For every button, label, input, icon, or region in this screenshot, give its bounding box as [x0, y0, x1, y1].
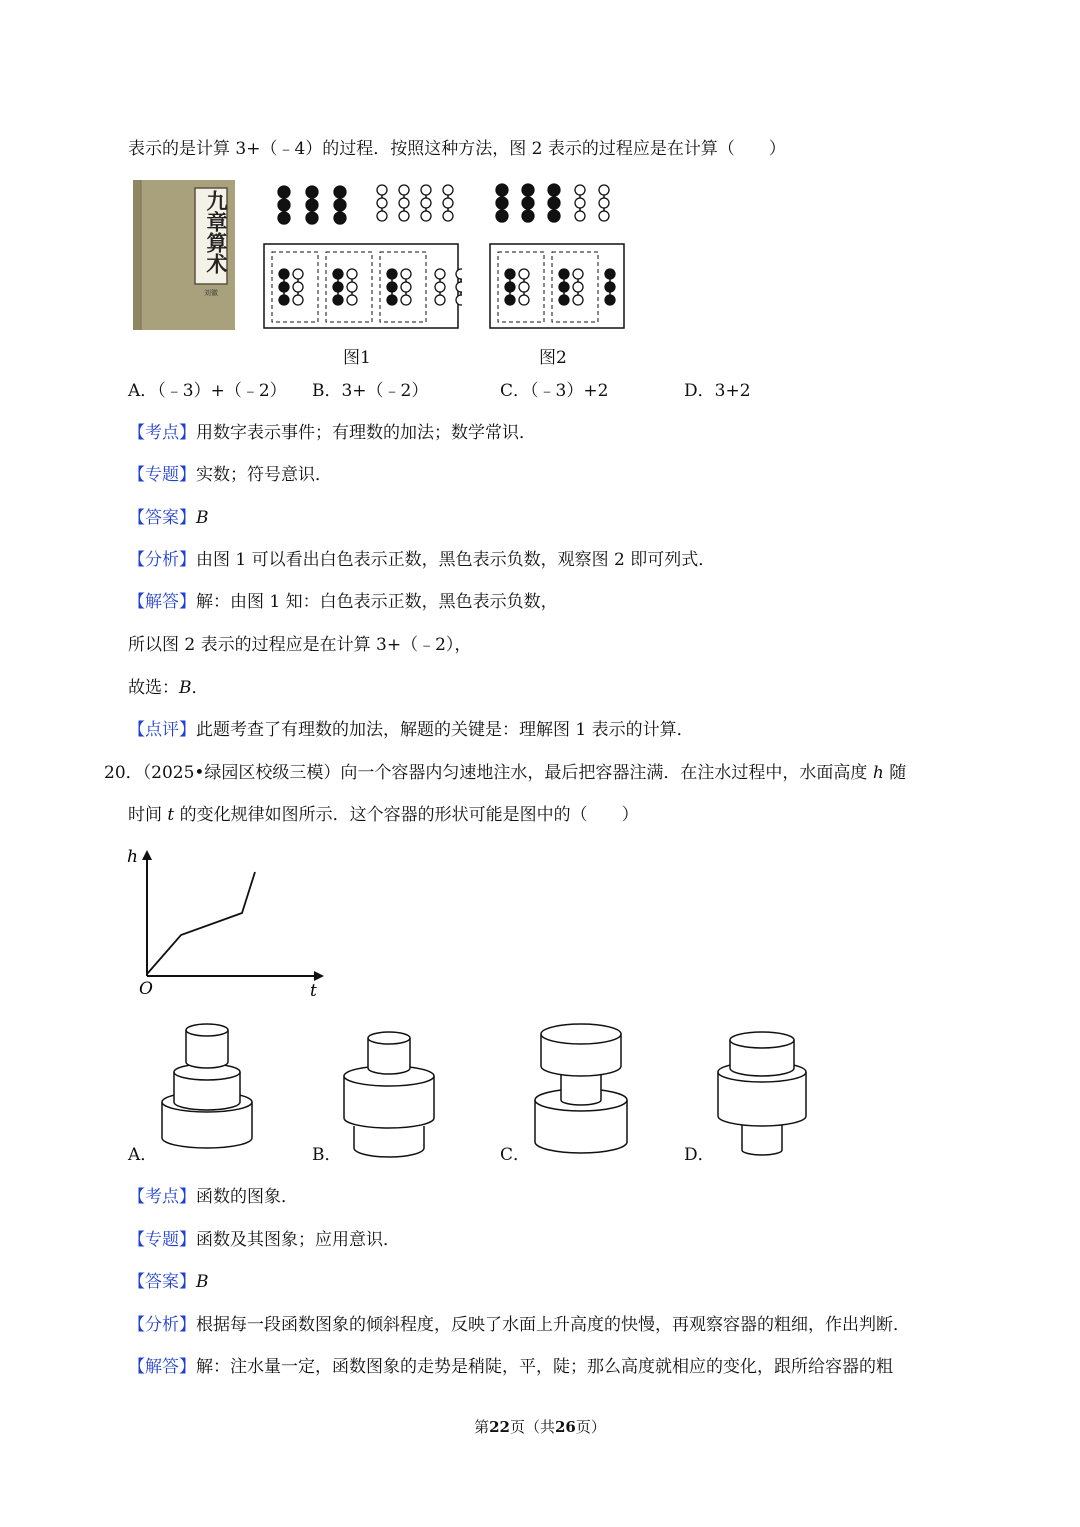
white-rod-bead — [599, 211, 609, 221]
black-rod-bead — [522, 197, 534, 209]
white-rod-bead — [435, 295, 445, 305]
white-rod-bead — [293, 269, 303, 279]
black-rod-bead — [505, 269, 515, 279]
white-rod-bead — [421, 185, 431, 195]
black-rod-bead — [278, 212, 290, 224]
container-b-label: B． — [312, 1145, 342, 1165]
page-footer: 第22页（共26页） — [474, 1418, 606, 1436]
q19-analysis: 【分析】由图 1 可以看出白色表示正数，黑色表示负数，观察图 2 即可列式． — [128, 550, 716, 570]
q20-stem-line1: 20．（2025•绿园区校级三模）向一个容器内匀速地注水，最后把容器注满．在注水过程中，水面高度 h 随 — [104, 763, 907, 783]
black-rod-bead — [279, 282, 289, 292]
q19-option-d: D．3+2 — [684, 381, 751, 401]
white-rod-bead — [421, 211, 431, 221]
black-rod-bead — [333, 269, 343, 279]
q19-answer: 【答案】B — [128, 508, 209, 528]
white-rod-bead — [435, 282, 445, 292]
white-rod-bead — [377, 211, 387, 221]
y-axis-label: h — [127, 847, 138, 867]
origin-label: O — [139, 979, 153, 999]
q20-zhuanti: 【专题】函数及其图象；应用意识． — [128, 1230, 400, 1250]
white-rod-bead — [456, 269, 462, 279]
black-rod-bead — [306, 186, 318, 198]
x-axis-label: t — [310, 981, 317, 1000]
black-rod-bead — [279, 295, 289, 305]
figure-1-rods — [262, 180, 462, 332]
q20-analysis: 【分析】根据每一段函数图象的倾斜程度，反映了水面上升高度的快慢，再观察容器的粗细，作出判断． — [128, 1315, 910, 1335]
q20-stem-line2: 时间 t 的变化规律如图所示．这个容器的形状可能是图中的（ ） — [128, 805, 639, 825]
q20-answer: 【答案】B — [128, 1272, 209, 1292]
black-rod-bead — [505, 282, 515, 292]
white-rod-bead — [347, 282, 357, 292]
white-rod-bead — [347, 295, 357, 305]
white-rod-bead — [443, 198, 453, 208]
black-rod-bead — [505, 295, 515, 305]
container-a-label: A． — [128, 1145, 158, 1165]
black-rod-bead — [278, 199, 290, 211]
fig2-label: 图2 — [539, 348, 567, 368]
white-rod-bead — [377, 198, 387, 208]
white-rod-bead — [399, 211, 409, 221]
container-a — [155, 1016, 265, 1166]
black-rod-bead — [522, 184, 534, 196]
q19-kaodian: 【考点】用数字表示事件；有理数的加法；数学常识． — [128, 423, 536, 443]
q19-choice: 故选：B． — [128, 678, 209, 698]
black-rod-bead — [496, 210, 508, 222]
black-rod-bead — [496, 184, 508, 196]
black-rod-bead — [333, 282, 343, 292]
q19-solution-line2: 所以图 2 表示的过程应是在计算 3+（﹣2）， — [128, 635, 472, 655]
black-rod-bead — [559, 269, 569, 279]
container-d-label: D． — [684, 1145, 715, 1165]
black-rod-bead — [279, 269, 289, 279]
q19-option-a: A．（﹣3）+（﹣2） — [128, 381, 287, 401]
container-c — [530, 1014, 635, 1166]
white-rod-bead — [421, 198, 431, 208]
q19-intro: 表示的是计算 3+（﹣4）的过程．按照这种方法，图 2 表示的过程应是在计算（ ） — [128, 139, 786, 159]
black-rod-bead — [605, 295, 615, 305]
white-rod-bead — [456, 282, 462, 292]
book-author: 刘徽 — [204, 289, 218, 297]
black-rod-bead — [306, 212, 318, 224]
white-rod-bead — [519, 282, 529, 292]
q19-comment: 【点评】此题考查了有理数的加法，解题的关键是：理解图 1 表示的计算． — [128, 720, 694, 740]
white-rod-bead — [399, 185, 409, 195]
fig1-label: 图1 — [343, 348, 371, 368]
white-rod-bead — [347, 269, 357, 279]
white-rod-bead — [443, 185, 453, 195]
white-rod-bead — [401, 295, 411, 305]
white-rod-bead — [519, 269, 529, 279]
black-rod-bead — [559, 282, 569, 292]
black-rod-bead — [334, 199, 346, 211]
white-rod-bead — [575, 211, 585, 221]
black-rod-bead — [605, 282, 615, 292]
white-rod-bead — [401, 282, 411, 292]
black-rod-bead — [387, 295, 397, 305]
white-rod-bead — [519, 295, 529, 305]
white-rod-bead — [443, 211, 453, 221]
q20-solution: 【解答】解：注水量一定，函数图象的走势是稍陡，平，陡；那么高度就相应的变化，跟所给容器的粗 — [128, 1357, 893, 1377]
container-c-label: C． — [500, 1145, 531, 1165]
q19-option-b: B．3+（﹣2） — [312, 381, 429, 401]
black-rod-bead — [387, 269, 397, 279]
q19-zhuanti: 【专题】实数；符号意识． — [128, 465, 332, 485]
container-d — [712, 1024, 814, 1164]
black-rod-bead — [387, 282, 397, 292]
white-rod-bead — [401, 269, 411, 279]
black-rod-bead — [333, 295, 343, 305]
black-rod-bead — [605, 269, 615, 279]
white-rod-bead — [399, 198, 409, 208]
white-rod-bead — [575, 198, 585, 208]
white-rod-bead — [435, 269, 445, 279]
black-rod-bead — [334, 186, 346, 198]
white-rod-bead — [293, 282, 303, 292]
white-rod-bead — [575, 185, 585, 195]
white-rod-bead — [377, 185, 387, 195]
book-title: 九章算术 — [204, 190, 229, 274]
black-rod-bead — [306, 199, 318, 211]
black-rod-bead — [522, 210, 534, 222]
white-rod-bead — [456, 295, 462, 305]
white-rod-bead — [573, 282, 583, 292]
black-rod-bead — [278, 186, 290, 198]
black-rod-bead — [496, 197, 508, 209]
h-t-graph — [120, 840, 335, 1000]
black-rod-bead — [548, 184, 560, 196]
q19-solution: 【解答】解：由图 1 知：白色表示正数，黑色表示负数， — [128, 592, 558, 612]
q19-option-c: C．（﹣3）+2 — [500, 381, 609, 401]
q20-kaodian: 【考点】函数的图象． — [128, 1187, 298, 1207]
black-rod-bead — [559, 295, 569, 305]
black-rod-bead — [334, 212, 346, 224]
white-rod-bead — [293, 295, 303, 305]
figure-2-rods — [488, 180, 628, 332]
black-rod-bead — [548, 197, 560, 209]
water-height-curve — [147, 872, 255, 974]
white-rod-bead — [573, 295, 583, 305]
container-b — [340, 1026, 440, 1166]
black-rod-bead — [548, 210, 560, 222]
white-rod-bead — [599, 198, 609, 208]
white-rod-bead — [573, 269, 583, 279]
white-rod-bead — [599, 185, 609, 195]
